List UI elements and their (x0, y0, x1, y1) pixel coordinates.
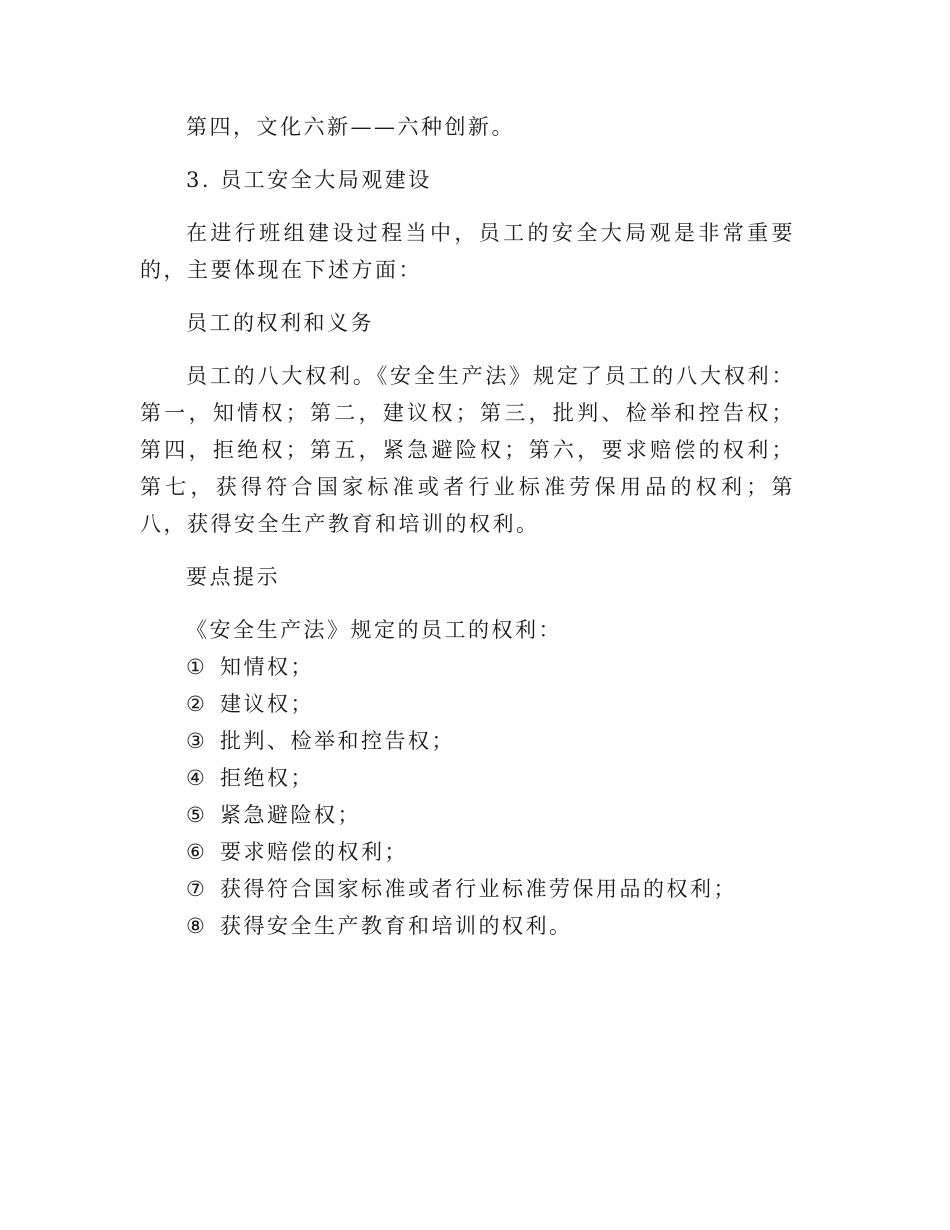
list-item (140, 649, 795, 686)
list-item-text: 获得符合国家标准或者行业标准劳保用品的权利； (220, 877, 737, 901)
list-item (140, 834, 795, 871)
document-body (140, 109, 795, 945)
list-marker: ④ (186, 766, 208, 790)
list-item (140, 908, 795, 945)
list-marker: ⑦ (186, 877, 208, 901)
list-item-text: 要求赔偿的权利； (220, 840, 408, 864)
list-item-text: 获得安全生产教育和培训的权利。 (220, 914, 573, 938)
list-item (140, 686, 795, 723)
paragraph-rights-intro: 《安全生产法》规定的员工的权利： (186, 618, 562, 642)
list-item (140, 723, 795, 760)
list-item-text: 建议权； (220, 692, 314, 716)
paragraph-safety-overview: 在进行班组建设过程当中，员工的安全大局观是非常重要的，主要体现在下述方面： (140, 221, 795, 282)
subheading-key-points: 要点提示 (186, 565, 280, 589)
list-marker: ⑥ (186, 840, 208, 864)
list-marker: ① (186, 655, 208, 679)
paragraph-culture-innovation: 第四，文化六新——六种创新。 (186, 115, 515, 139)
list-item-text: 知情权； (220, 655, 314, 679)
list-item-text: 紧急避险权； (220, 803, 361, 827)
list-marker: ② (186, 692, 208, 716)
list-marker: ③ (186, 729, 208, 753)
list-item (140, 760, 795, 797)
list-item (140, 797, 795, 834)
paragraph-eight-rights: 员工的八大权利。《安全生产法》规定了员工的八大权利：第一，知情权；第二，建议权；第三，批判、检举和控告权；第四，拒绝权；第五，紧急避险权；第六，要求赔偿的权利；第七，获得符合国家标准或者行业标准劳保用品的权利；第八，获得安全生产教育和培训的权利。 (140, 364, 795, 536)
list-item-text: 拒绝权； (220, 766, 314, 790)
list-item-text: 批判、检举和控告权； (220, 729, 455, 753)
section-heading-safety-view: 3. 员工安全大局观建设 (186, 168, 432, 192)
list-marker: ⑧ (186, 914, 208, 938)
rights-list (140, 649, 795, 945)
list-item (140, 871, 795, 908)
list-marker: ⑤ (186, 803, 208, 827)
subheading-rights-duties: 员工的权利和义务 (186, 311, 374, 335)
